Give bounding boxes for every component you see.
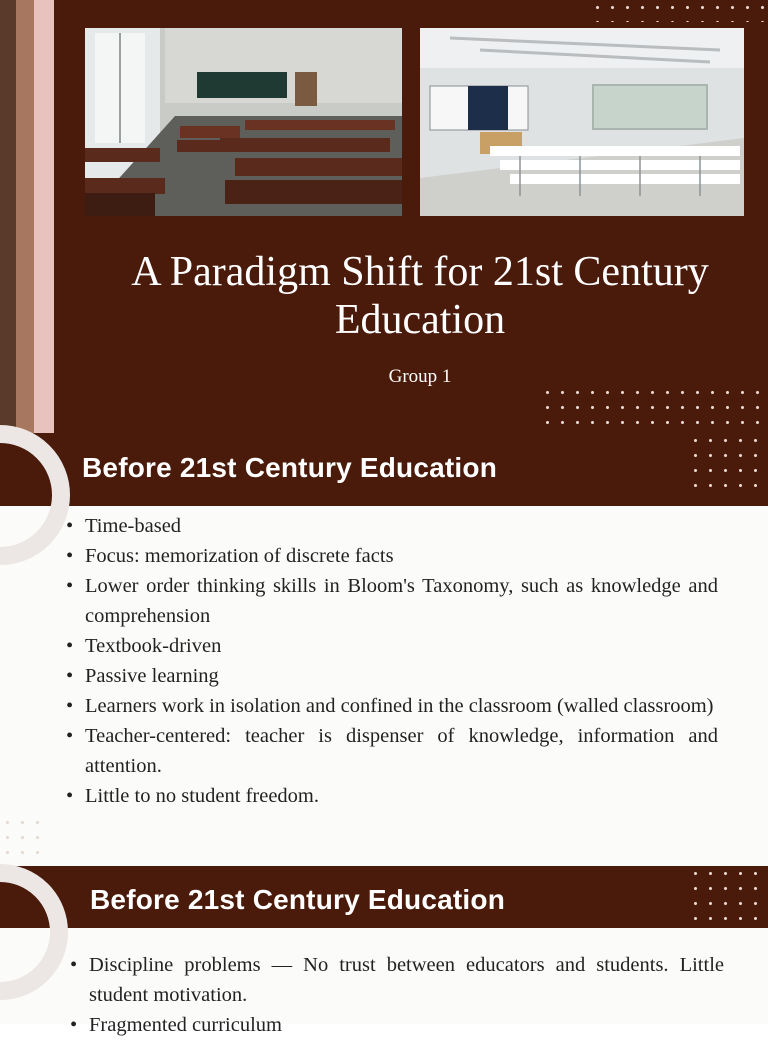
old-classroom-photo (85, 28, 402, 216)
list-item: • Passive learning (66, 661, 718, 691)
list-item: • Discipline problems — No trust between educators and students. Little student motivation. (70, 950, 724, 1010)
list-item: • Textbook-driven (66, 631, 718, 661)
content-slide-1 (0, 433, 768, 866)
modern-classroom-photo (420, 28, 744, 216)
list-item: • Teacher-centered: teacher is dispenser of knowledge, information and attention. (66, 721, 718, 781)
list-item: • Learners work in isolation and confined in the classroom (walled classroom) (66, 691, 718, 721)
slide-heading: Before 21st Century Education (90, 884, 505, 915)
decorative-dot-grid (590, 0, 768, 22)
decorative-dot-grid (688, 866, 768, 926)
list-item: • Focus: memorization of discrete facts (66, 541, 718, 571)
list-item: • Time-based (66, 511, 718, 541)
decorative-dot-grid (0, 815, 50, 863)
decorative-stripe-light (34, 0, 54, 433)
list-item: • Fragmented curriculum (70, 1010, 724, 1040)
presentation-subtitle: Group 1 (388, 366, 452, 387)
slide-heading: Before 21st Century Education (82, 452, 497, 483)
decorative-dot-grid (540, 385, 768, 433)
decorative-dot-grid (688, 433, 768, 493)
bullet-list (66, 511, 718, 811)
bullet-list (70, 950, 724, 1040)
decorative-stripe-dark (0, 0, 16, 433)
list-item: • Lower order thinking skills in Bloom's Taxonomy, such as knowledge and comprehension (66, 571, 718, 631)
content-slide-2 (0, 866, 768, 1036)
list-item: • Little to no student freedom. (66, 781, 718, 811)
decorative-stripe-mid (16, 0, 34, 433)
presentation-title: A Paradigm Shift for 21st Century Education (131, 249, 709, 343)
title-slide (0, 0, 768, 433)
